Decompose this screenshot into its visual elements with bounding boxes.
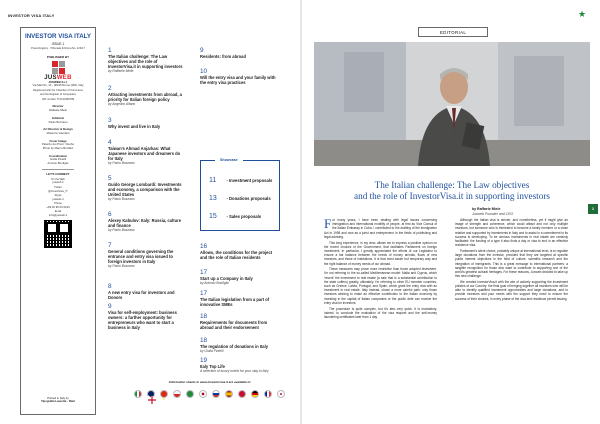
toc-page-number: 17	[200, 269, 208, 276]
toc-entry[interactable]	[200, 313, 278, 330]
showcase-label: - Donations proposals	[226, 196, 271, 201]
toc-title: The Italian challenge: The Law objectives and the role of InvestorVisa.it in supporting investors	[108, 54, 183, 70]
contact-label: Phone	[54, 202, 62, 206]
byline-name: by Raffaele Miele	[472, 207, 501, 211]
toc-author: A selection of luxury hotels for your stay in Italy	[200, 369, 269, 374]
article-paragraph: Parliament's silent choice, probably unique at international level, is to regulate large donations from the investor, provided that they are targeted at specific public interest objectives in the field of culture, scientific research and the integration of immigrants. This is a great message to international partners: a tangible recognition for those who want to contribute to supporting one of the world's greatest cultural heritages. For these reasons, Jusweb decided to take up this new challenge.	[455, 248, 568, 279]
toc-author: by Raffaele Miele	[108, 69, 134, 74]
toc-entry[interactable]	[200, 68, 278, 85]
article-headline	[332, 180, 572, 201]
author-photo	[314, 42, 590, 166]
toc-page-number: 6	[108, 211, 112, 218]
drop-cap: F	[324, 216, 332, 231]
staff-role: Art Director & Design	[43, 127, 73, 132]
showcase-label: - Investment proposals	[226, 178, 273, 183]
toc-page-number: 1	[108, 47, 112, 54]
showcase-page-number: 11	[209, 177, 217, 184]
france-flag-icon[interactable]	[264, 390, 272, 398]
showcase-label: - Sales proposals	[226, 214, 262, 219]
toc-title: The Italian legislation from a part of innovative SMEs	[200, 297, 270, 308]
toc-title: Start up a Company in Italy	[200, 276, 253, 281]
toc-entry[interactable]	[200, 243, 278, 260]
contacts	[24, 173, 92, 217]
toc-author: by Paolo Bozzano	[108, 161, 135, 166]
toc-entry[interactable]	[108, 211, 186, 233]
toc-title: General conditions governing the entrance and entry visa issued to foreign investors in Italy	[108, 249, 174, 265]
turkey-flag-icon[interactable]	[238, 390, 246, 398]
article-column-1	[324, 218, 437, 321]
toc-page-number: 3	[108, 117, 112, 124]
section-label: EDITORIAL	[418, 27, 488, 37]
russia-flag-icon[interactable]	[212, 390, 220, 398]
staff-name: Massimo Garofani	[46, 130, 70, 135]
toc-author: by Antonio Bonfiglio	[200, 281, 230, 286]
toc-entry[interactable]	[200, 290, 278, 307]
uk-flag-icon[interactable]	[147, 390, 155, 398]
china-flag-icon[interactable]	[160, 390, 168, 401]
staff-name: Paolo Bozzano	[48, 119, 68, 124]
toc-title: Why invest and live in Italy	[108, 124, 161, 129]
spain-flag-icon[interactable]	[225, 390, 233, 398]
toc-title: Will the entry visa and your family with the entry visa practices	[200, 75, 276, 86]
showcase-item[interactable]	[209, 209, 261, 219]
svg-text:★: ★	[162, 397, 166, 401]
company-address: Via Mazzini, 10 - 00195 Rome (RM), Italy	[32, 83, 84, 88]
language-flags	[134, 390, 286, 400]
staff-cover	[24, 140, 92, 151]
toc-page-number: 7	[108, 242, 112, 249]
masthead	[20, 27, 96, 415]
toc-page-number: 18	[200, 337, 208, 344]
korea-flag-icon[interactable]	[277, 390, 285, 398]
paragraph-text: or many years, I have been dealing with legal issues concerning immigration and international mobility of people, at first as Vice Consul of the Italian Embassy in Cuba. I contributed to the drafting of the immigration Act in 1998 and now as a jurist and entrepreneur in the fields of publishing and legal advising.	[324, 218, 437, 239]
headline-line: and the role of InvestorVisa.it in supporting investors	[354, 190, 550, 201]
toc-page-number: 16	[200, 243, 208, 250]
toc-entry[interactable]	[108, 242, 186, 269]
toc-author: by Paolo Bozzano	[108, 228, 135, 233]
toc-title: Taiwan's Ahmad Anjarkas: What Japanese investors and dreamers do for Italy	[108, 146, 181, 162]
toc-title: Requirements for documents from abroad and their endorsement	[200, 320, 268, 331]
toc-title: Visa for self-employment: business owners: a further opportunity for entrepreneurs who want to start a business in Italy	[108, 310, 177, 331]
page-number-badge: 1	[588, 204, 598, 214]
contact-twitter-link[interactable]: @InvestVisa_IT	[48, 188, 68, 193]
article-paragraph: The procedure is quite complex, but it's also very quick. It is mandatory, indeed, to conclude the evaluation of the visa request and the self-money laundering certificates later than 1 day.	[324, 306, 437, 319]
toc-entry[interactable]	[108, 47, 186, 74]
staff-role: Director	[52, 104, 64, 109]
article-paragraph: We created InvestorVisa.it with the aim of actively supporting the investment policies of our Country: the final goal of bringing together all investors who will be able to identify qualified investment opportunities and large donations, and to provide investors and your needs with the support they need to ensure the success of their choices, in every phase of the visa and residence permit issuing.	[455, 279, 568, 301]
toc-title: A new entry visa for investors and Donors	[108, 290, 175, 301]
languages-note: Information sheets in www.investorvisa.it are available in:	[168, 380, 252, 384]
legal-line: and the Register of Companies	[40, 93, 76, 97]
contact-website-link[interactable]: jusweb.it	[52, 180, 64, 185]
logo-text-main: JUS	[44, 74, 57, 81]
toc-page-number: 4	[108, 139, 112, 146]
byline	[472, 207, 513, 216]
contact-phone[interactable]: +39 06 96 03 6223	[46, 204, 70, 209]
article-paragraph	[324, 218, 437, 239]
article-paragraph: Although the Italian visa is stricter, and nonetheless, yet it might give an image of strength and coherence, which could attract and not only multiple investors, but someone who is interested to become a family member or a close relative and supported by investments in Italy and to assist in a commitment to its success is developing. To be obvious investments in real estate are certainly facilitated: the funding of a type it also finds a day or visa to end in an effective residence visa.	[455, 218, 568, 248]
contact-label: Skype	[54, 194, 62, 198]
legal-line: Registered with the Chamber of Commerce	[33, 88, 83, 92]
showcase-page-number: 15	[209, 213, 217, 220]
toc-entry[interactable]	[200, 269, 278, 286]
printed-by-line: Tipografia Lauretta - Rieti	[41, 399, 75, 404]
toc-title: Italy Top Life	[200, 364, 225, 369]
logo-text-accent: WEB	[56, 74, 72, 81]
right-page	[302, 0, 600, 424]
byline-role: Jusweb Founder and CEO	[472, 211, 514, 216]
toc-page-number: 19	[200, 357, 208, 364]
italy-flag-icon[interactable]	[134, 390, 142, 398]
toc-entry[interactable]	[108, 85, 186, 107]
toc-author: by Giulia Pintelli	[200, 349, 224, 354]
staff-editorial	[24, 117, 92, 124]
toc-entry[interactable]	[108, 175, 186, 202]
toc-title: Attracting investments from abroad, a priority for Italian foreign policy	[108, 92, 182, 103]
toc-entry[interactable]	[200, 47, 278, 59]
toc-page-number: 10	[200, 68, 208, 75]
printed-by-line: Printed in Italy by	[47, 395, 69, 400]
toc-entry[interactable]	[108, 117, 186, 129]
contact-label: On the Web	[51, 177, 65, 181]
showcase-item[interactable]	[209, 191, 271, 201]
jusweb-logo-icon	[41, 61, 75, 75]
contact-label: Twitter	[54, 186, 62, 190]
toc-title: Guido George Lombardi: Investments and economy, a comparison with the United States	[108, 182, 182, 198]
showcase-page-number: 13	[209, 195, 217, 202]
staff-role: Coordination	[49, 153, 67, 158]
contact-skype[interactable]: jusweb-it	[52, 196, 64, 201]
toc-author: by Paolo Bozzano	[108, 197, 135, 202]
legal-line: VAT number IT 0123456789	[41, 97, 75, 101]
contacts-label: LET'S CONNECT	[46, 172, 70, 177]
toc-page-number: 9	[200, 47, 204, 54]
showcase-item[interactable]	[209, 173, 272, 183]
showcase-heading: Showcase	[215, 158, 243, 162]
qr-code-icon[interactable]	[44, 220, 72, 248]
toc-entry[interactable]	[108, 283, 186, 300]
toc-entry[interactable]	[108, 139, 186, 166]
article-paragraph: These measures may prove more restrictive than those adopted elsewhere. I'm not referring to the so-called Mediterranean model: Malta and Cyprus, which 'resent' the investment to real estate (a sale that is a substantial contribution to the state coffers) greatly, ultimately. I'm referring to other EU member countries, such as Greece, Latvia, Portugal, and Spain, which grant the entry visa with an investment in real estate. Italy instead, chose a more careful path: only those investors wishing to make an effective contribution to the Italian economy by investing in the capital of Italian companies or the public debt can receive the entry visa for investors.	[324, 267, 437, 305]
arabic-flag-icon[interactable]	[186, 390, 194, 398]
toc-author: by Angelino Alfano	[108, 102, 136, 107]
staff-coordination	[24, 155, 92, 166]
germany-flag-icon[interactable]	[251, 390, 259, 398]
showcase-box	[200, 160, 280, 231]
toc-page-number: 17	[200, 290, 208, 297]
article-paragraph: This long experience, in my view, allows me to express a positive opinion on the recent choices of the Government, that facilitates Parliament on foreign investment. In particular, I greatly appreciated the efforts of our Legislator to ensure a fair balance between the needs of money arrivals, flows of new investors, and those of institutions. It is that most easier but temporary way and the right balance of money needs of our abroad.	[324, 240, 437, 266]
staff-director	[24, 105, 92, 112]
toc-page-number: 5	[108, 175, 112, 182]
contact-email-link[interactable]: info@jusweb.it	[48, 212, 68, 217]
toc-page-number: 2	[108, 85, 112, 92]
staff-name: Giulia Pintelli Antonio Bonfiglio	[47, 157, 69, 165]
toc-entry[interactable]	[108, 303, 186, 330]
staff-role: Cover Image	[49, 138, 67, 143]
staff-name: Raffaele Miele	[49, 108, 67, 113]
masthead-issue: ISSUE 1	[51, 42, 65, 46]
masthead-divider	[42, 169, 74, 170]
staff-role: Editorial	[52, 115, 64, 120]
article-column-2	[455, 218, 568, 302]
toc-author: by Paolo Bozzano	[108, 264, 135, 269]
toc-entry[interactable]	[200, 357, 278, 374]
staff-art-director	[24, 128, 92, 135]
printed-by	[21, 397, 95, 404]
headline-line: The Italian challenge: The Law objectives	[374, 180, 530, 190]
toc-title: Allows, the conditions for the project and the role of Italian residents	[200, 250, 273, 261]
publisher-label: PUBLISHED BY	[46, 54, 70, 59]
masthead-registration: Press Registry - Tribunale di Roma No. 123/17	[31, 47, 85, 50]
toc-title: The regulation of donations in Italy	[200, 344, 269, 349]
toc-title: Alexey Kabulov: Italy: Russia, culture and finance	[108, 218, 182, 229]
star-icon: ★	[578, 9, 587, 19]
masthead-title: INVESTOR VISA ITALY	[24, 33, 91, 40]
toc-page-number: 8	[108, 283, 112, 290]
toc-page-number: 9	[108, 303, 112, 310]
japan-flag-icon[interactable]	[199, 390, 207, 398]
toc-page-number: 18	[200, 313, 208, 320]
running-head: INVESTOR VISA ITALY	[8, 13, 55, 18]
poland-flag-icon[interactable]	[173, 390, 181, 398]
toc-title: Residents: from abroad	[200, 54, 246, 59]
contact-label: Email	[54, 210, 62, 214]
company-name: JUSWEB S.r.l.	[48, 79, 68, 84]
staff-name: Palazzo dei Priori, Viterbo Photo by Mauro Bonifazi	[41, 142, 75, 150]
toc-entry[interactable]	[200, 337, 278, 354]
